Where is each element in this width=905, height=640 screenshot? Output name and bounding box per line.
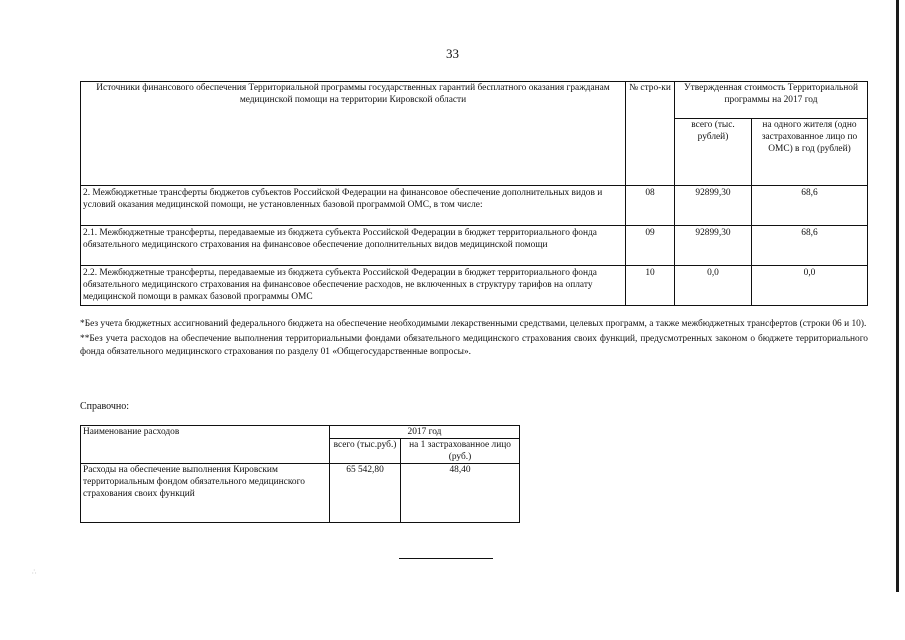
ref-header-row (81, 426, 520, 439)
row-total: 92899,30 (675, 186, 752, 226)
scan-edge-line (896, 0, 899, 592)
header-cost-group: Утвержденная стоимость Территориальной программы на 2017 год (675, 82, 868, 119)
ref-row-per-insured: 48,40 (401, 464, 520, 523)
table-row (81, 464, 520, 523)
row-total: 92899,30 (675, 226, 752, 266)
header-total: всего (тыс. рублей) (675, 119, 752, 186)
page-number: 33 (446, 46, 459, 61)
separator-line (399, 558, 493, 559)
row-name: 2. Межбюджетные трансферты бюджетов субъектов Российской Федерации на финансовое обеспечение дополнительных видов и условий оказания медицинской помощи, не установленных базовой программой ОМС, в том числе: (81, 186, 626, 226)
footnote: *Без учета бюджетных ассигнований федерального бюджета на обеспечение необходимыми лекарственными средствами, целевых программ, а также межбюджетных трансфертов (строки 06 и 10). (80, 319, 867, 329)
ref-header-name: Наименование расходов (81, 426, 330, 464)
row-per-capita: 68,6 (752, 226, 868, 266)
row-total: 0,0 (675, 266, 752, 306)
table-row (81, 266, 868, 306)
financing-table (80, 81, 868, 306)
ref-row-total: 65 542,80 (330, 464, 401, 523)
ref-header-total: всего (тыс.руб.) (330, 439, 401, 464)
row-per-capita: 0,0 (752, 266, 868, 306)
row-name: 2.1. Межбюджетные трансферты, передаваемые из бюджета субъекта Российской Федерации в бюджет территориального фонда обязательного медицинского страхования на финансовое обеспечение дополнительных видов медицинской помощи (81, 226, 626, 266)
row-per-capita: 68,6 (752, 186, 868, 226)
header-source: Источники финансового обеспечения Территориальной программы государственных гарантий бесплатного оказания гражданам медицинской помощи на территории Кировской области (81, 82, 626, 186)
row-number: 09 (626, 226, 675, 266)
footnotes (80, 318, 868, 361)
table-header-row (81, 82, 868, 119)
table-row (81, 226, 868, 266)
row-name: 2.2. Межбюджетные трансферты, передаваемые из бюджета субъекта Российской Федерации в бюджет территориального фонда обязательного медицинского страхования на финансовое обеспечение расходов, не включенных в структуру тарифов на оплату медицинской помощи в рамках базовой программы ОМС (81, 266, 626, 306)
ref-row-name: Расходы на обеспечение выполнения Кировским территориальным фондом обязательного медицинского страхования своих функций (81, 464, 330, 523)
ref-header-year: 2017 год (330, 426, 520, 439)
reference-table (80, 425, 520, 523)
ref-header-per-insured: на 1 застрахованное лицо (руб.) (401, 439, 520, 464)
table-row (81, 186, 868, 226)
row-number: 10 (626, 266, 675, 306)
scan-artifact: ∴ (32, 568, 37, 576)
row-number: 08 (626, 186, 675, 226)
footnote: **Без учета расходов на обеспечение выполнения территориальными фондами обязательного медицинского страхования своих функций, предусмотренных законом о бюджете территориального фонда обязательного медицинского страхования по разделу 01 «Общегосударственные вопросы». (80, 334, 868, 357)
header-per-capita: на одного жителя (одно застрахованное лицо по ОМС) в год (рублей) (752, 119, 868, 186)
reference-label: Справочно: (80, 401, 130, 412)
header-row-number: № стро-ки (626, 82, 675, 186)
